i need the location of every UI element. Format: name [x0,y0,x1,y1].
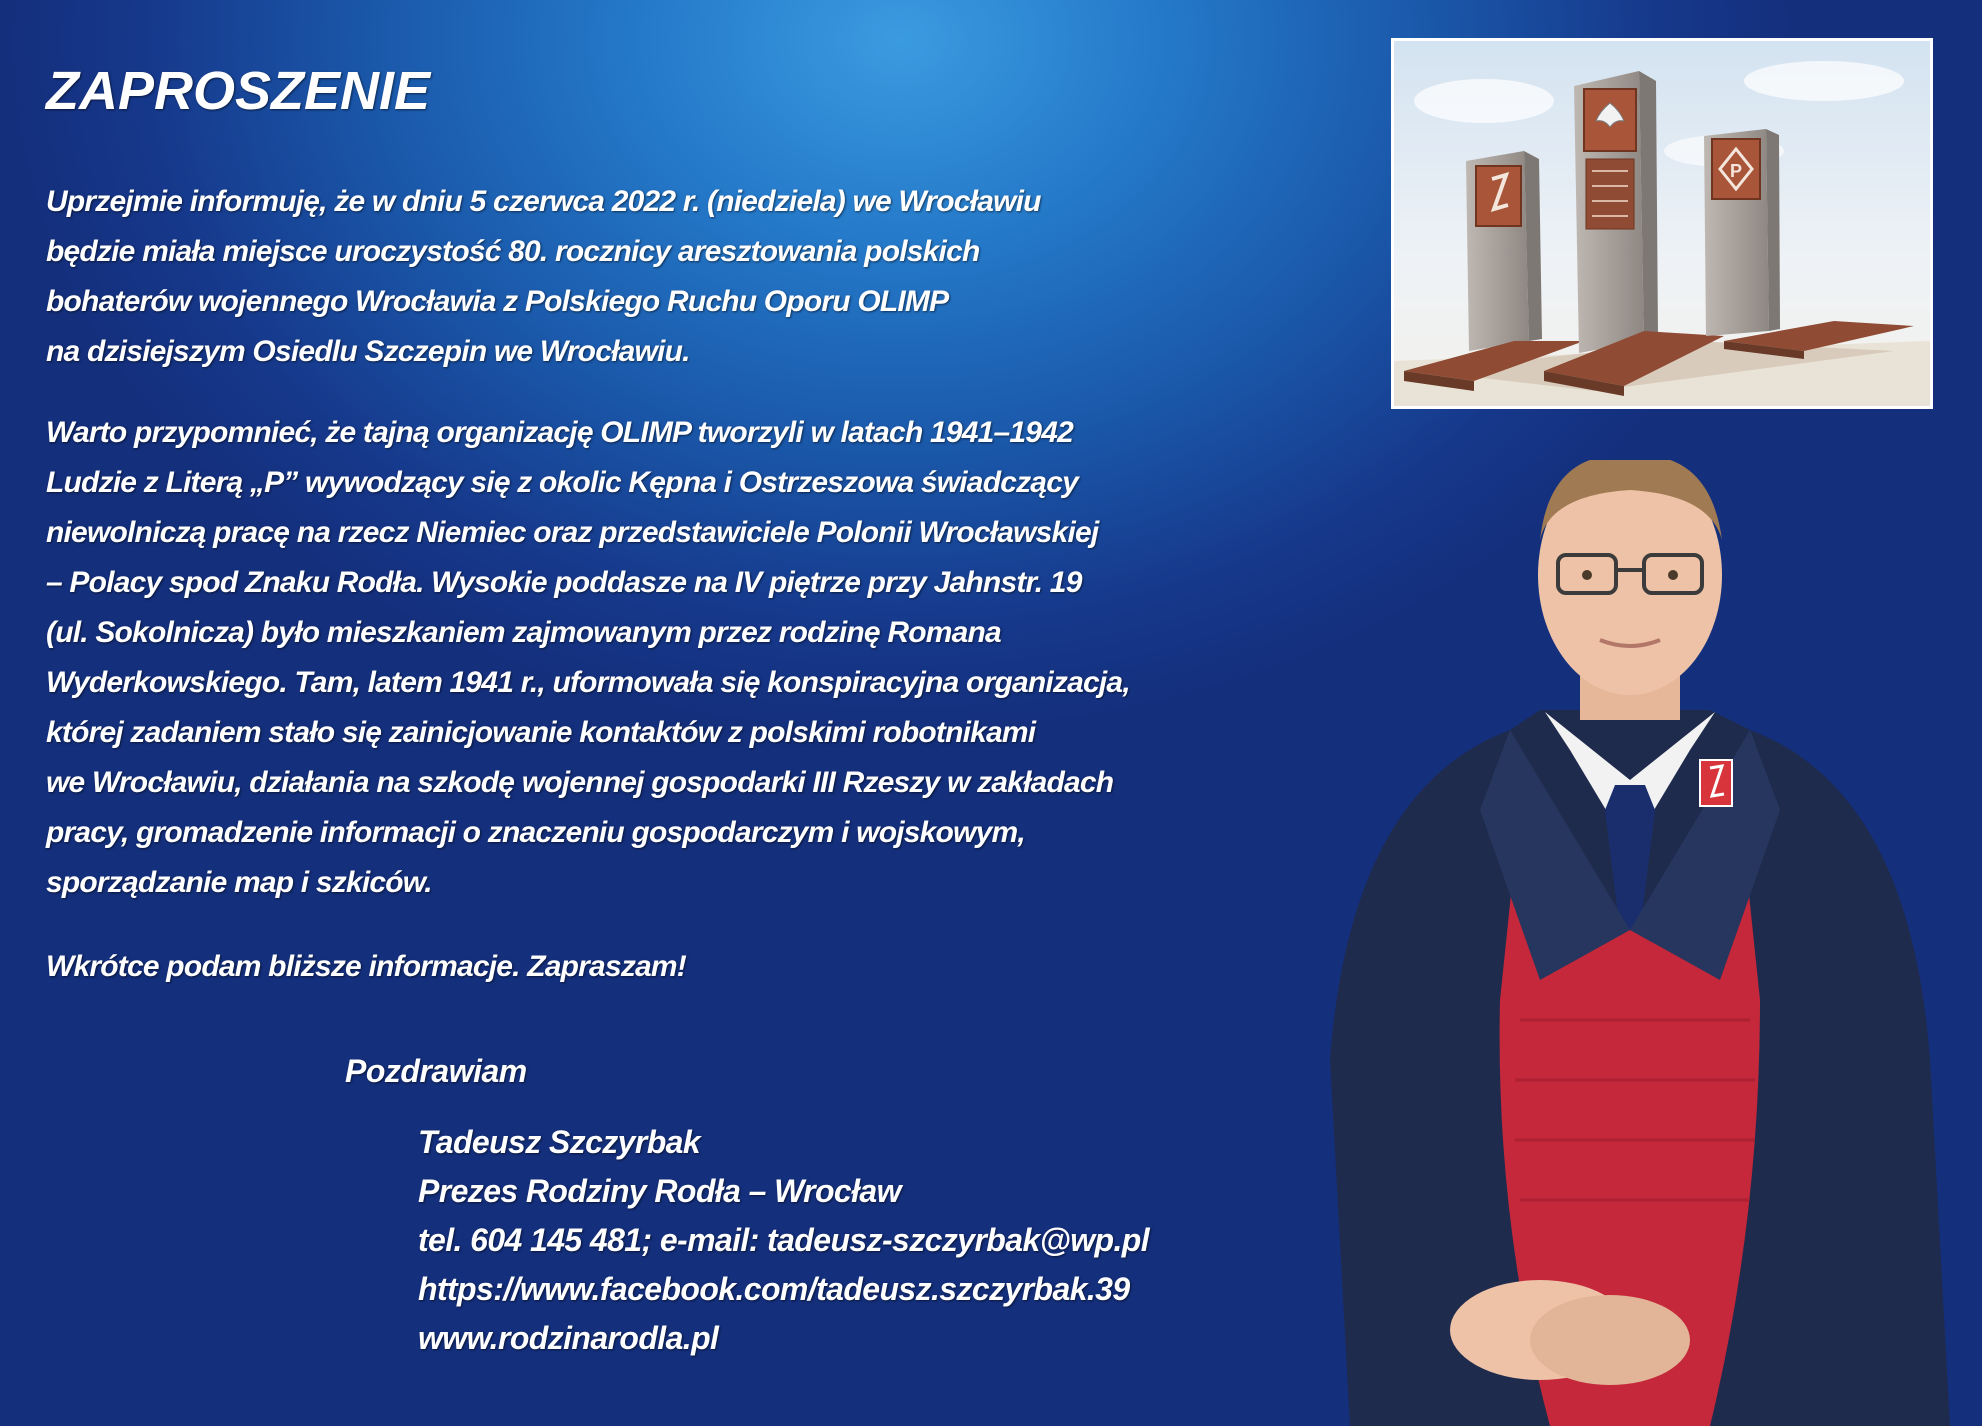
greeting: Pozdrawiam [345,1053,527,1089]
paragraph-history [46,408,1130,908]
paragraph-line: będzie miała miejsce uroczystość 80. rocznicy aresztowania polskich [46,235,980,268]
facebook-link[interactable]: https://www.facebook.com/tadeusz.szczyrbak.39 [418,1271,1130,1307]
portrait-photo [1290,460,1982,1426]
paragraph-event-info [46,177,1041,377]
signature-title: Prezes Rodziny Rodła – Wrocław [418,1173,901,1209]
paragraph-line: pracy, gromadzenie informacji o znaczeniu gospodarczym i wojskowym, [46,816,1025,849]
paragraph-line: Warto przypomnieć, że tajną organizację OLIMP tworzyli w latach 1941–1942 [46,416,1073,449]
monument-illustration [1391,38,1933,409]
paragraph-closing [46,942,686,992]
paragraph-line: sporządzanie map i szkiców. [46,866,432,899]
signature-name: Tadeusz Szczyrbak [418,1124,701,1160]
invitation-heading: ZAPROSZENIE [46,61,431,121]
paragraph-line: (ul. Sokolnicza) było mieszkaniem zajmowanym przez rodzinę Romana [46,616,1001,649]
paragraph-line: niewolniczą pracę na rzecz Niemiec oraz przedstawiciele Polonii Wrocławskiej [46,516,1099,549]
paragraph-line: bohaterów wojennego Wrocławia z Polskiego Ruchu Oporu OLIMP [46,285,949,318]
paragraph-line: na dzisiejszym Osiedlu Szczepin we Wrocławiu. [46,335,690,368]
website-link[interactable]: www.rodzinarodla.pl [418,1320,719,1356]
paragraph-line: Wkrótce podam bliższe informacje. Zapraszam! [46,950,686,983]
svg-text:P: P [1729,161,1743,181]
paragraph-line: – Polacy spod Znaku Rodła. Wysokie poddasze na IV piętrze przy Jahnstr. 19 [46,566,1082,599]
paragraph-line: której zadaniem stało się zainicjowanie kontaktów z polskimi robotnikami [46,716,1036,749]
signature-contact: tel. 604 145 481; e-mail: tadeusz-szczyrbak@wp.pl [418,1222,1150,1258]
paragraph-line: we Wrocławiu, działania na szkodę wojennej gospodarki III Rzeszy w zakładach [46,766,1114,799]
paragraph-line: Uprzejmie informuję, że w dniu 5 czerwca 2022 r. (niedziela) we Wrocławiu [46,185,1041,218]
signature-block [418,1118,1149,1363]
paragraph-line: Wyderkowskiego. Tam, latem 1941 r., uformowała się konspiracyjna organizacja, [46,666,1130,699]
paragraph-line: Ludzie z Literą „P” wywodzący się z okolic Kępna i Ostrzeszowa świadczący [46,466,1078,499]
